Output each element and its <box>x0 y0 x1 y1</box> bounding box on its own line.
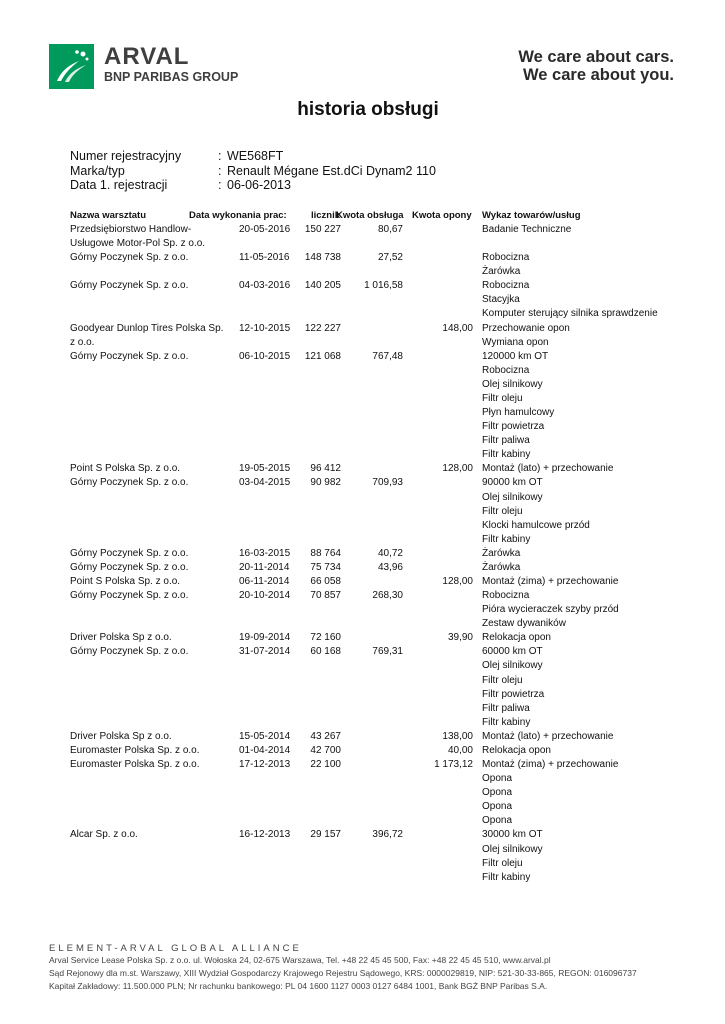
footer-address: Arval Service Lease Polska Sp. z o.o. ul. Wołoska 24, 02-675 Warszawa, Tel. +48 22 45 45 500, Fax: +48 22 45 45 510, www.arval.pl <box>49 955 551 965</box>
registration-label: Numer rejestracyjny <box>70 149 182 163</box>
tire-amount: 1 173,12 <box>434 759 473 771</box>
odometer-value: 72 160 <box>310 632 341 644</box>
header-workshop: Nazwa warsztatu <box>70 210 147 221</box>
footer-capital: Kapitał Zakładowy: 11.500.000 PLN; Nr rachunku bankowego: PL 04 1600 1127 0003 0127 6484 1001, Bank BGŻ BNP Paribas S.A. <box>49 981 548 991</box>
header-tire-amount: Kwota opony <box>412 210 472 221</box>
service-date: 06-11-2014 <box>239 576 290 587</box>
service-date: 03-04-2015 <box>239 477 291 489</box>
service-item: Filtr kabiny <box>482 533 531 545</box>
service-item: Olej silnikowy <box>482 843 543 855</box>
odometer-value: 43 267 <box>310 730 341 742</box>
odometer-value: 75 734 <box>310 561 341 573</box>
service-item: 90000 km OT <box>482 477 543 489</box>
service-amount: 769,31 <box>372 646 403 658</box>
workshop-name: Usługowe Motor-Pol Sp. z o.o. <box>70 238 206 250</box>
header-counter: licznik <box>311 210 341 221</box>
service-amount: 40,72 <box>377 547 403 559</box>
workshop-name: Górny Poczynek Sp. z o.o. <box>70 252 189 264</box>
workshop-name: Górny Poczynek Sp. z o.o. <box>70 477 189 489</box>
registration-value: WE568FT <box>227 149 284 163</box>
service-amount: 709,93 <box>372 477 403 489</box>
service-item: Filtr oleju <box>482 857 523 869</box>
header-items: Wykaz towarów/usług <box>482 210 581 221</box>
service-amount: 80,67 <box>377 224 403 235</box>
service-date: 04-03-2016 <box>239 280 291 292</box>
service-date: 20-10-2014 <box>239 590 291 602</box>
service-date: 01-04-2014 <box>239 744 291 756</box>
odometer-value: 70 857 <box>310 590 341 602</box>
service-amount: 27,52 <box>377 252 403 264</box>
service-item: Relokacja opon <box>482 744 551 756</box>
slogan-line-1: We care about cars. <box>518 48 674 66</box>
tire-amount: 128,00 <box>442 463 473 475</box>
service-amount: 268,30 <box>372 590 403 602</box>
service-date: 15-05-2014 <box>239 730 291 742</box>
service-item: Olej silnikowy <box>482 660 543 672</box>
workshop-name: Górny Poczynek Sp. z o.o. <box>70 350 189 362</box>
service-date: 19-09-2014 <box>239 632 291 644</box>
workshop-name: Euromaster Polska Sp. z o.o. <box>70 759 200 771</box>
service-item: Olej silnikowy <box>482 491 543 503</box>
slogan <box>518 48 674 84</box>
service-item: Robocizna <box>482 252 530 264</box>
first-registration-separator: : <box>218 178 222 192</box>
odometer-value: 150 227 <box>304 224 341 235</box>
service-date: 16-12-2013 <box>239 829 291 841</box>
service-item: Montaż (lato) + przechowanie <box>482 730 614 742</box>
first-registration-value: 06-06-2013 <box>227 178 291 192</box>
service-item: Wymiana opon <box>482 336 549 348</box>
service-item: Żarówka <box>482 547 521 559</box>
header-date: Data wykonania prac: <box>189 210 287 221</box>
footer-registry: Sąd Rejonowy dla m.st. Warszawy, XIII Wydział Gospodarczy Krajowego Rejestru Sądowego, KRS: 0000029819, NIP: 521-30-33-865, REGON: 016096737 <box>49 968 637 978</box>
service-item: Robocizna <box>482 364 530 376</box>
service-date: 31-07-2014 <box>239 646 291 658</box>
make-row <box>70 164 436 179</box>
service-item: Klocki hamulcowe przód <box>482 519 590 531</box>
service-item: Robocizna <box>482 590 530 602</box>
make-value: Renault Mégane Est.dCi Dynam2 110 <box>227 164 436 178</box>
workshop-name: Euromaster Polska Sp. z o.o. <box>70 744 200 756</box>
service-item: Opona <box>482 773 513 785</box>
service-item: Żarówka <box>482 561 521 573</box>
workshop-name: Driver Polska Sp z o.o. <box>70 632 172 644</box>
service-item: Montaż (zima) + przechowanie <box>482 576 619 587</box>
service-item: Opona <box>482 801 513 813</box>
workshop-name: Goodyear Dunlop Tires Polska Sp. <box>70 322 224 334</box>
first-registration-row <box>70 178 291 193</box>
service-item: Relokacja opon <box>482 632 551 644</box>
first-registration-label: Data 1. rejestracji <box>70 178 168 192</box>
service-item: Przechowanie opon <box>482 322 570 334</box>
odometer-value: 140 205 <box>304 280 341 292</box>
service-amount: 396,72 <box>372 829 403 841</box>
service-date: 11-05-2016 <box>239 252 290 264</box>
footer-alliance: ELEMENT-ARVAL GLOBAL ALLIANCE <box>49 943 302 954</box>
odometer-value: 42 700 <box>310 744 341 756</box>
make-separator: : <box>218 164 222 178</box>
workshop-name: Przedsiębiorstwo Handlow- <box>70 224 192 235</box>
workshop-name: Górny Poczynek Sp. z o.o. <box>70 547 189 559</box>
service-item: Filtr paliwa <box>482 702 530 714</box>
odometer-value: 121 068 <box>304 350 341 362</box>
page-title: historia obsługi <box>297 99 439 120</box>
tire-amount: 138,00 <box>442 730 473 742</box>
service-item: Montaż (lato) + przechowanie <box>482 463 614 475</box>
service-date: 06-10-2015 <box>239 350 291 362</box>
odometer-value: 148 738 <box>304 252 341 264</box>
service-item: Filtr oleju <box>482 505 523 517</box>
service-item: Zestaw dywaników <box>482 618 566 630</box>
odometer-value: 29 157 <box>310 829 341 841</box>
service-item: Filtr oleju <box>482 674 523 686</box>
service-date: 12-10-2015 <box>239 322 291 334</box>
header-service-amount: Kwota obsługa <box>336 210 404 221</box>
service-item: Komputer sterujący silnika sprawdzenie <box>482 308 658 320</box>
workshop-name: Alcar Sp. z o.o. <box>70 829 138 841</box>
tire-amount: 40,00 <box>447 744 473 756</box>
tire-amount: 148,00 <box>442 322 473 334</box>
service-date: 19-05-2015 <box>239 463 291 475</box>
odometer-value: 88 764 <box>310 547 341 559</box>
service-item: Filtr kabiny <box>482 449 531 461</box>
service-item: 60000 km OT <box>482 646 543 658</box>
service-item: Płyn hamulcowy <box>482 407 555 419</box>
service-item: Filtr kabiny <box>482 716 531 728</box>
tire-amount: 39,90 <box>447 632 473 644</box>
registration-row <box>70 149 283 164</box>
odometer-value: 66 058 <box>310 576 341 587</box>
workshop-name: Górny Poczynek Sp. z o.o. <box>70 646 189 658</box>
workshop-name: Górny Poczynek Sp. z o.o. <box>70 561 189 573</box>
service-date: 20-05-2016 <box>239 224 291 235</box>
service-item: 120000 km OT <box>482 350 549 362</box>
logo-wordmark: ARVAL <box>104 43 190 70</box>
service-item: Badanie Techniczne <box>482 224 572 235</box>
odometer-value: 60 168 <box>310 646 341 658</box>
odometer-value: 22 100 <box>310 759 341 771</box>
service-amount: 1 016,58 <box>364 280 403 292</box>
workshop-name: Point S Polska Sp. z o.o. <box>70 463 181 475</box>
workshop-name: Driver Polska Sp z o.o. <box>70 730 172 742</box>
workshop-name: Górny Poczynek Sp. z o.o. <box>70 280 189 292</box>
service-item: Opona <box>482 815 513 827</box>
arval-logo-icon <box>49 44 94 89</box>
odometer-value: 90 982 <box>310 477 341 489</box>
service-item: 30000 km OT <box>482 829 543 841</box>
service-item: Filtr oleju <box>482 392 523 404</box>
workshop-name: Point S Polska Sp. z o.o. <box>70 576 181 587</box>
workshop-name: z o.o. <box>70 336 95 348</box>
make-label: Marka/typ <box>70 164 125 178</box>
workshop-name: Górny Poczynek Sp. z o.o. <box>70 590 189 602</box>
service-amount: 767,48 <box>372 350 403 362</box>
registration-separator: : <box>218 149 222 163</box>
service-item: Filtr powietrza <box>482 421 545 433</box>
service-item: Filtr kabiny <box>482 871 531 883</box>
service-item: Opona <box>482 787 513 799</box>
service-item: Stacyjka <box>482 294 520 306</box>
service-item: Olej silnikowy <box>482 378 543 390</box>
service-item: Montaż (zima) + przechowanie <box>482 759 619 771</box>
service-date: 17-12-2013 <box>239 759 291 771</box>
service-item: Żarówka <box>482 266 521 278</box>
logo-subtitle: BNP PARIBAS GROUP <box>104 70 239 84</box>
service-amount: 43,96 <box>377 561 403 573</box>
service-item: Robocizna <box>482 280 530 292</box>
odometer-value: 96 412 <box>310 463 341 475</box>
service-date: 20-11-2014 <box>239 561 290 573</box>
service-item: Pióra wycieraczek szyby przód <box>482 604 619 616</box>
slogan-line-2: We care about you. <box>523 66 674 84</box>
service-date: 16-03-2015 <box>239 547 291 559</box>
tire-amount: 128,00 <box>442 576 473 587</box>
odometer-value: 122 227 <box>304 322 341 334</box>
service-item: Filtr powietrza <box>482 688 545 700</box>
service-item: Filtr paliwa <box>482 435 530 447</box>
